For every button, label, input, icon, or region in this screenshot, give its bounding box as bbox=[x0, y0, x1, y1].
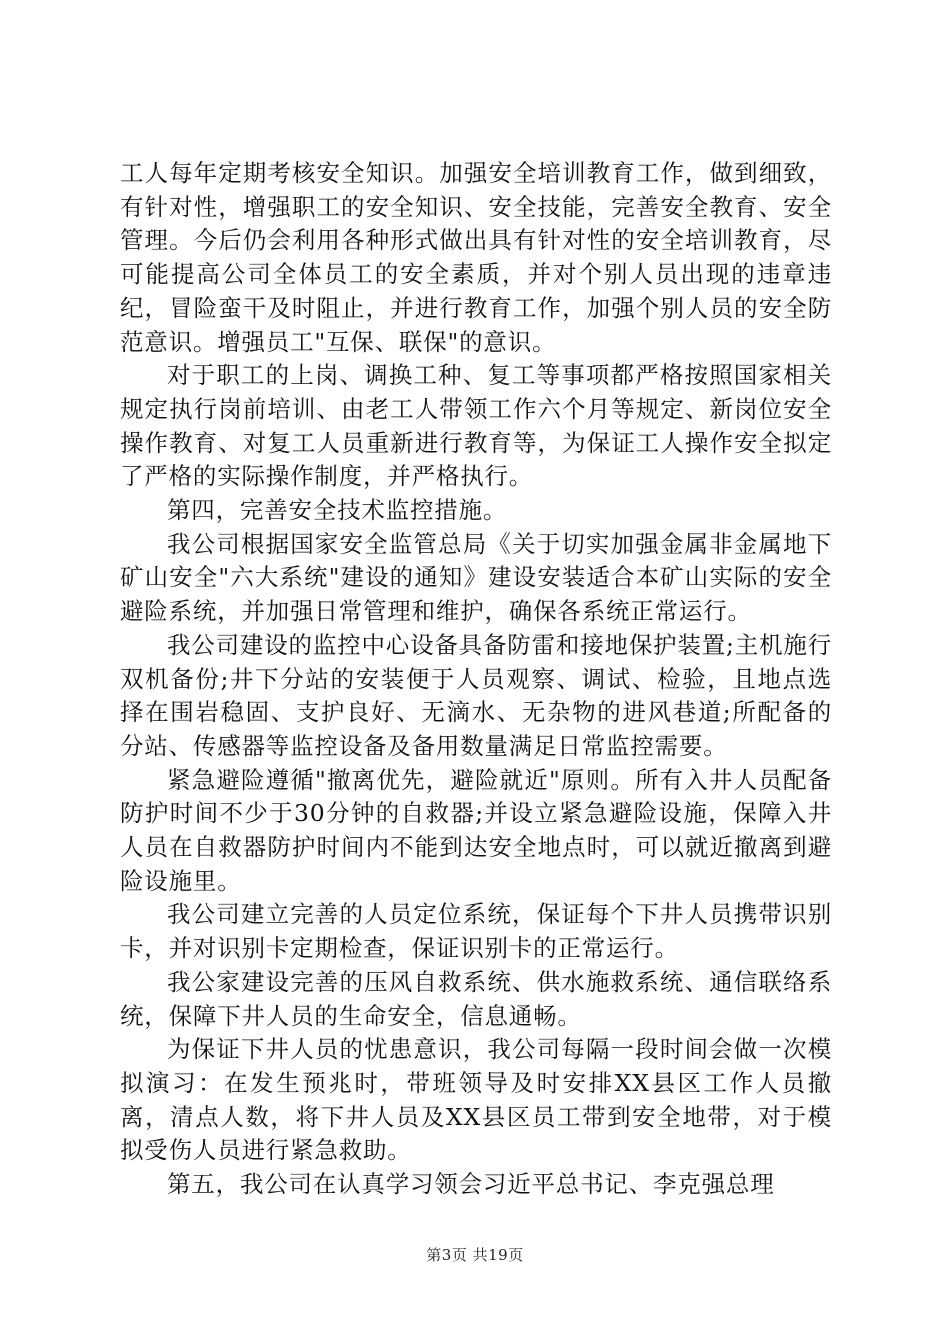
paragraph-8: 为保证下井人员的忧患意识，我公司每隔一段时间会做一次模拟演习：在发生预兆时，带班领导及时安排XX县区工作人员撤离，清点人数，将下井人员及XX县区员工带到安全地带，对于模拟受伤人员进行紧急救助。 bbox=[120, 1035, 832, 1165]
page-number: 第3页 共19页 bbox=[426, 1246, 524, 1264]
document-body bbox=[120, 157, 832, 1202]
paragraph-1: 工人每年定期考核安全知识。加强安全培训教育工作，做到细致，有针对性，增强职工的安全知识、安全技能，完善安全教育、安全管理。今后仍会利用各种形式做出具有针对性的安全培训教育，尽可能提高公司全体员工的安全素质，并对个别人员出现的违章违纪，冒险蛮干及时阻止，并进行教育工作，加强个别人员的安全防范意识。增强员工"互保、联保"的意识。 bbox=[120, 159, 832, 356]
section-heading-4: 第四，完善安全技术监控措施。 bbox=[167, 496, 508, 525]
paragraph-4: 我公司建设的监控中心设备具备防雷和接地保护装置;主机施行双机备份;井下分站的安装便于人员观察、调试、检验，且地点选择在围岩稳固、支护良好、无滴水、无杂物的进风巷道;所配备的分站、传感器等监控设备及备用数量满足日常监控需要。 bbox=[120, 630, 832, 760]
paragraph-6: 我公司建立完善的人员定位系统，保证每个下井人员携带识别卡，并对识别卡定期检查，保证识别卡的正常运行。 bbox=[120, 900, 832, 963]
paragraph-7: 我公家建设完善的压风自救系统、供水施救系统、通信联络系统，保障下井人员的生命安全，信息通畅。 bbox=[120, 967, 832, 1030]
section-heading-5: 第五，我公司在认真学习领会习近平总书记、李克强总理 bbox=[167, 1170, 775, 1199]
paragraph-5: 紧急避险遵循"撤离优先，避险就近"原则。所有入井人员配备防护时间不少于30分钟的自救器;并设立紧急避险设施，保障入井人员在自救器防护时间内不能到达安全地点时，可以就近撤离到避险设施里。 bbox=[120, 765, 832, 895]
paragraph-3: 我公司根据国家安全监管总局《关于切实加强金属非金属地下矿山安全"六大系统"建设的通知》建设安装适合本矿山实际的安全避险系统，并加强日常管理和维护，确保各系统正常运行。 bbox=[120, 529, 832, 626]
paragraph-2: 对于职工的上岗、调换工种、复工等事项都严格按照国家相关规定执行岗前培训、由老工人带领工作六个月等规定、新岗位安全操作教育、对复工人员重新进行教育等，为保证工人操作安全拟定了严格的实际操作制度，并严格执行。 bbox=[120, 361, 832, 491]
